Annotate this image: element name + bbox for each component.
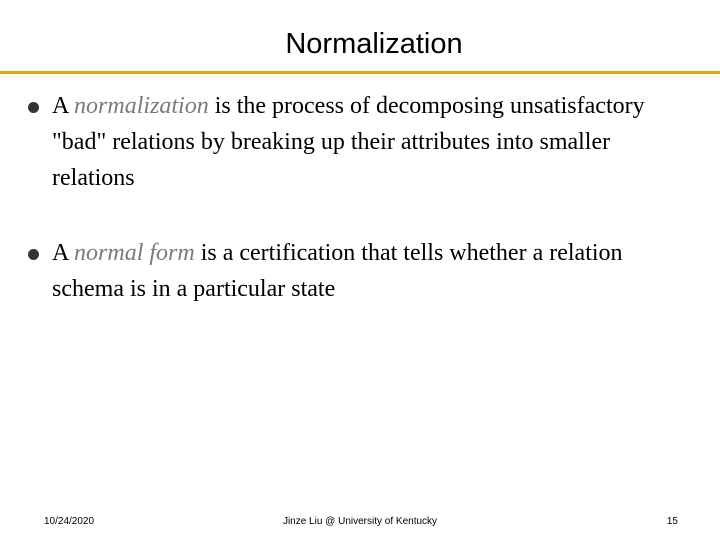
bullet-term: normalization [74,93,209,119]
bullet-prefix: A [52,93,75,119]
slide-title: Normalization [285,28,463,60]
bullet-item [28,235,668,307]
bullet-prefix: A [52,240,75,266]
bullet-rest: is a certification that tells whether a relation schema is in a particular state [52,240,623,302]
title-underline [0,71,720,74]
bullet-dot-icon [28,102,39,113]
footer-date: 10/24/2020 [44,516,95,527]
bullet-term: normal form [74,240,195,266]
bullet-item [28,88,668,196]
footer-author: Jinze Liu @ University of Kentucky [282,516,438,527]
bullet-dot-icon [28,249,39,260]
bullet-text [52,235,668,307]
bullet-text [52,88,668,196]
bullet-rest: is the process of decomposing unsatisfactory "bad" relations by breaking up their attributes into smaller relations [52,93,645,191]
page-number: 15 [666,516,678,527]
